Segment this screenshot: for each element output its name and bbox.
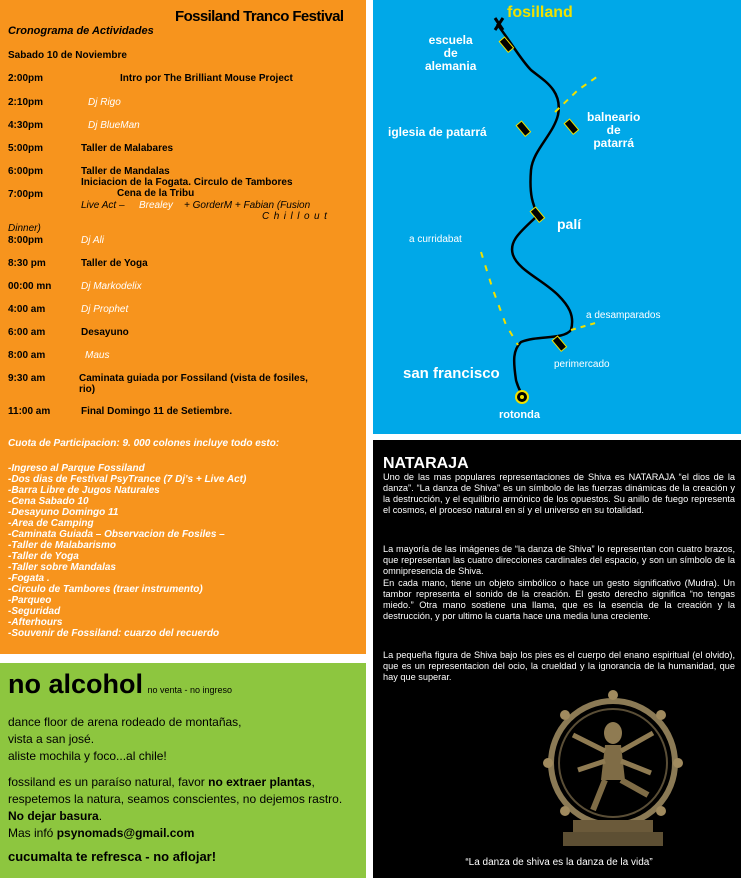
include-item: -Fogata .	[8, 573, 50, 584]
include-item: -Circulo de Tambores (traer instrumento)	[8, 584, 203, 595]
include-item: -Taller de Yoga	[8, 551, 79, 562]
schedule-time: 5:00pm	[8, 143, 44, 154]
event-title: Fossiland Tranco Festival	[175, 8, 344, 25]
schedule-activity: Taller de Yoga	[81, 258, 148, 269]
alt-route-desamparados	[571, 322, 599, 330]
include-item: -Taller sobre Mandalas	[8, 562, 116, 573]
include-item: -Caminata Guiada – Observacion de Fosiles –	[8, 529, 225, 540]
rules-text: fossiland es un paraíso natural, favor	[8, 775, 209, 789]
nataraja-paragraph: En cada mano, tiene un objeto simbólico o hace un gesto significativo (Mudra). Un tambor representa el sonido de la creación. El gesto derecho significa “no tengas miedo.” Otra mano sostiene una llama, que es la esencia de la creación y la destrucción, y por ultimo la cuarta hace una media luna creciente.	[383, 578, 735, 621]
nataraja-statue-image	[513, 685, 713, 850]
rules-line	[8, 809, 102, 823]
include-item: -Taller de Malabarismo	[8, 540, 116, 551]
schedule-activity: + GorderM + Fabian (Fusion	[184, 200, 311, 211]
include-item: -Dos dias de Festival PsyTrance (7 Dj's + Live Act)	[8, 474, 247, 485]
no-alcohol-title: no alcohol	[8, 669, 143, 699]
nataraja-title: NATARAJA	[383, 455, 469, 472]
schedule-time: 4:00 am	[8, 304, 46, 315]
schedule-activity: Caminata guiada por Fossiland (vista de fosiles,	[79, 373, 308, 384]
nataraja-caption: “La danza de shiva es la danza de la vida”	[465, 857, 653, 868]
schedule-time: 8:00pm	[8, 235, 44, 246]
rules-emphasis: no extraer plantas	[208, 775, 312, 789]
schedule-activity: Chillout	[262, 211, 332, 222]
rules-line	[8, 775, 315, 789]
nataraja-paragraph: Uno de las mas populares representaciones de Shiva es NATARAJA “el dios de la danza”. “La danza de Shiva” es un símbolo de las fuerzas dinámicas de la creación y la destrucción, y el equilibrio armónico de los opuestos. Su anillo de fuego representa el cosmos, el proceso natural en sí y el universo en su totalidad.	[383, 472, 735, 515]
include-item: -Desayuno Domingo 11	[8, 507, 119, 518]
schedule-activity: Dj Markodelix	[81, 281, 142, 292]
rules-text: ,	[311, 775, 315, 789]
include-item: -Barra Libre de Jugos Naturales	[8, 485, 160, 496]
schedule-time: 2:10pm	[8, 97, 44, 108]
schedule-time: 8:30 pm	[8, 258, 46, 269]
schedule-activity: Final Domingo 11 de Setiembre.	[81, 406, 233, 417]
schedule-activity: Taller de Mandalas	[81, 166, 170, 177]
schedule-activity: Live Act –	[81, 200, 125, 211]
schedule-activity: Taller de Malabares	[81, 143, 174, 154]
rules-footer: cucumalta te refresca - no aflojar!	[8, 849, 217, 864]
route-map	[373, 0, 741, 434]
schedule-heading: Cronograma de Actividades	[8, 25, 154, 37]
rules-text: .	[98, 809, 103, 823]
schedule-time: 6:00 am	[8, 327, 46, 338]
map-label-escuela	[425, 34, 476, 73]
map-label-fosilland: fosilland	[507, 4, 573, 21]
map-label-balneario-line: de	[606, 123, 621, 137]
include-item: -Ingreso al Parque Fossiland	[8, 463, 145, 474]
landmark-perimercado	[552, 336, 566, 351]
landmark-iglesia	[516, 121, 530, 136]
schedule-activity: Desayuno	[81, 327, 129, 338]
nataraja-paragraph: La pequeña figura de Shiva bajo los pies es el cuerpo del enano espiritual (el olvido), que es un representacion del ocio, la crueldad y la ignorancia de la humanidad, que hay que superar.	[383, 650, 735, 682]
landmark-escuela	[499, 37, 513, 52]
include-item: -Afterhours	[8, 617, 63, 628]
schedule-time: 00:00 mn	[8, 281, 52, 292]
landmark-balneario	[564, 119, 578, 134]
rules-line: aliste mochila y foco...al chile!	[8, 749, 167, 763]
schedule-time: 6:00pm	[8, 166, 44, 177]
schedule-time: 4:30pm	[8, 120, 44, 131]
schedule-activity: Iniciacion de la Fogata. Circulo de Tambores	[81, 177, 293, 188]
schedule-time: 7:00pm	[8, 189, 44, 200]
nataraja-panel	[373, 440, 741, 878]
schedule-day: Sabado 10 de Noviembre	[8, 50, 127, 61]
schedule-panel	[0, 0, 366, 654]
rules-line: dance floor de arena rodeado de montañas,	[8, 715, 242, 729]
map-label-escuela-line: escuela	[428, 33, 473, 47]
include-item: -Souvenir de Fossiland: cuarzo del recuerdo	[8, 628, 220, 639]
no-alcohol-heading	[8, 669, 232, 700]
rules-emphasis: No dejar basura	[8, 809, 99, 823]
rules-text: Mas infó	[8, 826, 57, 840]
include-item: -Area de Camping	[8, 518, 94, 529]
schedule-activity: rio)	[79, 384, 96, 395]
alt-route-balneario	[555, 74, 601, 112]
map-label-rotonda: rotonda	[499, 409, 540, 421]
include-item: -Cena Sabado 10	[8, 496, 89, 507]
map-label-pali: palí	[557, 216, 582, 232]
contact-email-link[interactable]: psynomads@gmail.com	[56, 826, 195, 840]
map-label-balneario-line: patarrá	[593, 136, 635, 150]
cuota-text: Cuota de Participacion: 9. 000 colones incluye todo esto:	[8, 438, 280, 449]
include-item: -Seguridad	[8, 606, 61, 617]
schedule-activity: Dinner)	[8, 223, 41, 234]
alt-route-curridabat	[481, 252, 518, 345]
schedule-time: 11:00 am	[8, 406, 51, 417]
schedule-activity: Dj BlueMan	[88, 120, 140, 131]
map-label-curridabat: a curridabat	[409, 234, 462, 245]
map-label-san-francisco: san francisco	[403, 365, 500, 382]
map-label-perimercado: perimercado	[554, 359, 610, 370]
schedule-activity: Brealey	[139, 200, 173, 211]
schedule-activity: Maus	[85, 350, 110, 361]
map-label-balneario	[587, 111, 640, 150]
schedule-activity: Dj Ali	[81, 235, 104, 246]
schedule-time: 9:30 am	[8, 373, 46, 384]
schedule-activity: Intro por The Brilliant Mouse Project	[120, 73, 293, 84]
schedule-time: 8:00 am	[8, 350, 46, 361]
rules-panel	[0, 663, 366, 878]
map-label-desamparados: a desamparados	[586, 310, 661, 321]
rules-line: vista a san josé.	[8, 732, 95, 746]
no-alcohol-subtitle: no venta - no ingreso	[147, 685, 233, 695]
nataraja-paragraph: La mayoría de las imágenes de “la danza de Shiva” lo representan con cuatro brazos, que representan las cuatro direcciones cardinales del espacio, y son un símbolo de la omnipresencia de Shiva.	[383, 544, 735, 576]
include-item: -Parqueo	[8, 595, 52, 606]
schedule-activity: Cena de la Tribu	[117, 188, 195, 199]
rules-line	[8, 826, 194, 840]
rules-line: respetemos la natura, seamos conscientes, no dejemos rastro.	[8, 792, 343, 806]
schedule-activity: Dj Rigo	[88, 97, 121, 108]
map-label-escuela-line: alemania	[425, 59, 477, 73]
schedule-time: 2:00pm	[8, 73, 44, 84]
map-label-escuela-line: de	[443, 46, 458, 60]
map-label-iglesia: iglesia de patarrá	[388, 125, 487, 139]
map-label-balneario-line: balneario	[587, 110, 641, 124]
schedule-activity: Dj Prophet	[81, 304, 129, 315]
